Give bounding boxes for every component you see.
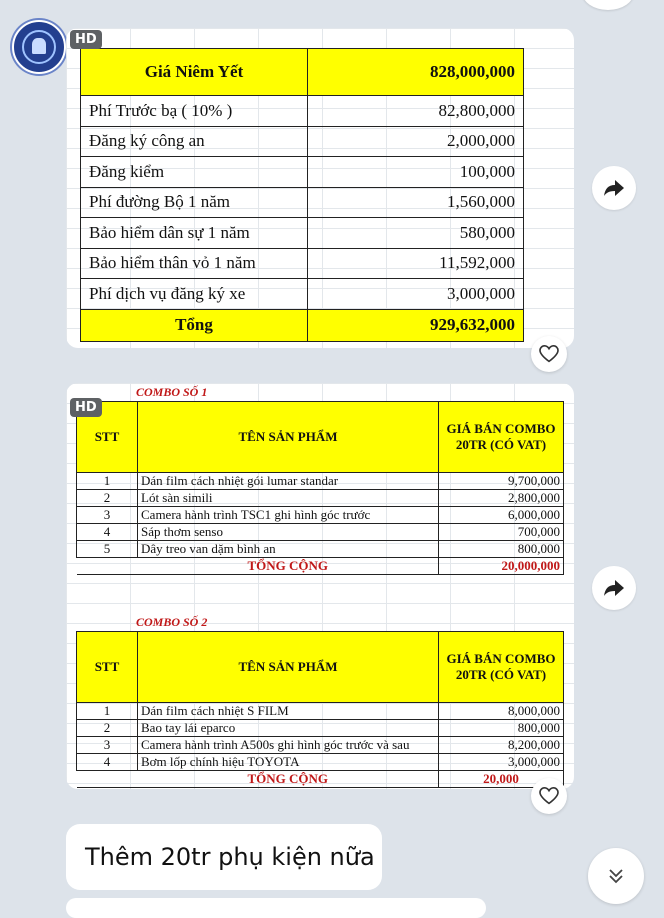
combo-1-title: COMBO SỐ 1 bbox=[136, 385, 208, 399]
combo-2-total-value: 20,000 bbox=[439, 771, 564, 788]
item-stt: 3 bbox=[77, 507, 138, 524]
item-price: 800,000 bbox=[439, 541, 564, 558]
stt-header: STT bbox=[77, 632, 138, 703]
price-header bbox=[439, 632, 564, 703]
product-name-header: TÊN SẢN PHẨM bbox=[138, 402, 439, 473]
heart-icon bbox=[539, 345, 559, 363]
fee-table bbox=[80, 48, 524, 342]
forward-button[interactable] bbox=[592, 166, 636, 210]
item-price: 8,000,000 bbox=[439, 703, 564, 720]
forward-arrow-icon bbox=[604, 180, 624, 196]
item-price: 700,000 bbox=[439, 524, 564, 541]
table-row bbox=[81, 126, 524, 157]
table-row bbox=[81, 96, 524, 127]
fee-value: 100,000 bbox=[308, 157, 524, 188]
item-name: Camera hành trình TSC1 ghi hình góc trước bbox=[138, 507, 439, 524]
price-header-line-2: 20TR (CÓ VAT) bbox=[455, 667, 547, 682]
table-row bbox=[81, 187, 524, 218]
fee-total-row bbox=[81, 309, 524, 341]
table-row bbox=[77, 703, 564, 720]
table-row bbox=[81, 248, 524, 279]
fee-label: Phí Trước bạ ( 10% ) bbox=[81, 96, 308, 127]
table-row bbox=[77, 737, 564, 754]
fee-value: 82,800,000 bbox=[308, 96, 524, 127]
table-row bbox=[77, 720, 564, 737]
react-heart-button[interactable] bbox=[531, 336, 567, 372]
next-message-bubble[interactable] bbox=[66, 898, 486, 918]
price-header bbox=[439, 402, 564, 473]
stt-header: STT bbox=[77, 402, 138, 473]
heart-icon bbox=[539, 787, 559, 805]
item-price: 3,000,000 bbox=[439, 754, 564, 771]
combo-2-total-label: TỔNG CỘNG bbox=[138, 771, 439, 788]
fee-value: 580,000 bbox=[308, 218, 524, 249]
item-stt: 1 bbox=[77, 473, 138, 490]
combo-1-total-label: TỔNG CỘNG bbox=[138, 558, 439, 575]
fee-label: Đăng ký công an bbox=[81, 126, 308, 157]
item-name: Bao tay lái eparco bbox=[138, 720, 439, 737]
fee-table-header-row bbox=[81, 49, 524, 96]
table-row bbox=[77, 507, 564, 524]
total-value: 929,632,000 bbox=[308, 309, 524, 341]
item-price: 2,800,000 bbox=[439, 490, 564, 507]
combo-1-header-row bbox=[77, 402, 564, 473]
price-header-line-1: GIÁ BÁN COMBO bbox=[446, 421, 556, 436]
table-row bbox=[81, 218, 524, 249]
fee-value: 1,560,000 bbox=[308, 187, 524, 218]
hd-badge: HD bbox=[70, 30, 102, 49]
item-name: Lót sàn simili bbox=[138, 490, 439, 507]
list-price-label: Giá Niêm Yết bbox=[81, 49, 308, 96]
combo-2-total-row bbox=[77, 771, 564, 788]
item-price: 9,700,000 bbox=[439, 473, 564, 490]
combo-2-title: COMBO SỐ 2 bbox=[136, 615, 208, 629]
item-stt: 1 bbox=[77, 703, 138, 720]
table-row bbox=[77, 490, 564, 507]
price-header-line-1: GIÁ BÁN COMBO bbox=[446, 651, 556, 666]
item-stt: 5 bbox=[77, 541, 138, 558]
item-name: Sáp thơm senso bbox=[138, 524, 439, 541]
combo-1-total-value: 20,000,000 bbox=[439, 558, 564, 575]
combo-1-total-row bbox=[77, 558, 564, 575]
top-action-button[interactable] bbox=[582, 0, 634, 10]
fee-label: Bảo hiểm dân sự 1 năm bbox=[81, 218, 308, 249]
item-name: Dây treo van dặm bình an bbox=[138, 541, 439, 558]
avatar-logo-core bbox=[32, 38, 46, 54]
table-row bbox=[77, 754, 564, 771]
item-stt: 3 bbox=[77, 737, 138, 754]
item-price: 8,200,000 bbox=[439, 737, 564, 754]
item-name: Bơm lốp chính hiệu TOYOTA bbox=[138, 754, 439, 771]
item-stt: 2 bbox=[77, 720, 138, 737]
item-name: Camera hành trình A500s ghi hình góc trước và sau bbox=[138, 737, 439, 754]
sender-avatar[interactable] bbox=[12, 20, 66, 74]
total-spacer bbox=[77, 558, 138, 575]
fee-label: Phí đường Bộ 1 năm bbox=[81, 187, 308, 218]
image-message-combo-tables[interactable] bbox=[66, 383, 574, 789]
combo-2-header-row bbox=[77, 632, 564, 703]
fee-label: Bảo hiểm thân vỏ 1 năm bbox=[81, 248, 308, 279]
item-name: Dán film cách nhiệt gói lumar standar bbox=[138, 473, 439, 490]
table-row bbox=[81, 157, 524, 188]
item-stt: 4 bbox=[77, 524, 138, 541]
total-spacer bbox=[77, 771, 138, 788]
price-header-line-2: 20TR (CÓ VAT) bbox=[455, 437, 547, 452]
forward-button[interactable] bbox=[592, 566, 636, 610]
fee-label: Phí dịch vụ đăng ký xe bbox=[81, 279, 308, 310]
double-chevron-down-icon bbox=[607, 867, 625, 885]
table-row bbox=[77, 541, 564, 558]
message-text: Thêm 20tr phụ kiện nữa bbox=[85, 843, 375, 871]
item-stt: 4 bbox=[77, 754, 138, 771]
forward-arrow-icon bbox=[604, 580, 624, 596]
fee-value: 11,592,000 bbox=[308, 248, 524, 279]
fee-value: 2,000,000 bbox=[308, 126, 524, 157]
item-stt: 2 bbox=[77, 490, 138, 507]
item-name: Dán film cách nhiệt S FILM bbox=[138, 703, 439, 720]
item-price: 6,000,000 bbox=[439, 507, 564, 524]
scroll-to-bottom-button[interactable] bbox=[588, 848, 644, 904]
hd-badge: HD bbox=[70, 398, 102, 417]
combo-2-table bbox=[76, 631, 564, 788]
product-name-header: TÊN SẢN PHẨM bbox=[138, 632, 439, 703]
image-message-fee-table[interactable] bbox=[66, 28, 574, 348]
total-label: Tổng bbox=[81, 309, 308, 341]
fee-value: 3,000,000 bbox=[308, 279, 524, 310]
combo-1-table bbox=[76, 401, 564, 575]
table-row bbox=[81, 279, 524, 310]
text-message-bubble[interactable] bbox=[66, 824, 382, 890]
item-price: 800,000 bbox=[439, 720, 564, 737]
list-price-value: 828,000,000 bbox=[308, 49, 524, 96]
react-heart-button[interactable] bbox=[531, 778, 567, 814]
table-row bbox=[77, 524, 564, 541]
fee-label: Đăng kiểm bbox=[81, 157, 308, 188]
table-row bbox=[77, 473, 564, 490]
